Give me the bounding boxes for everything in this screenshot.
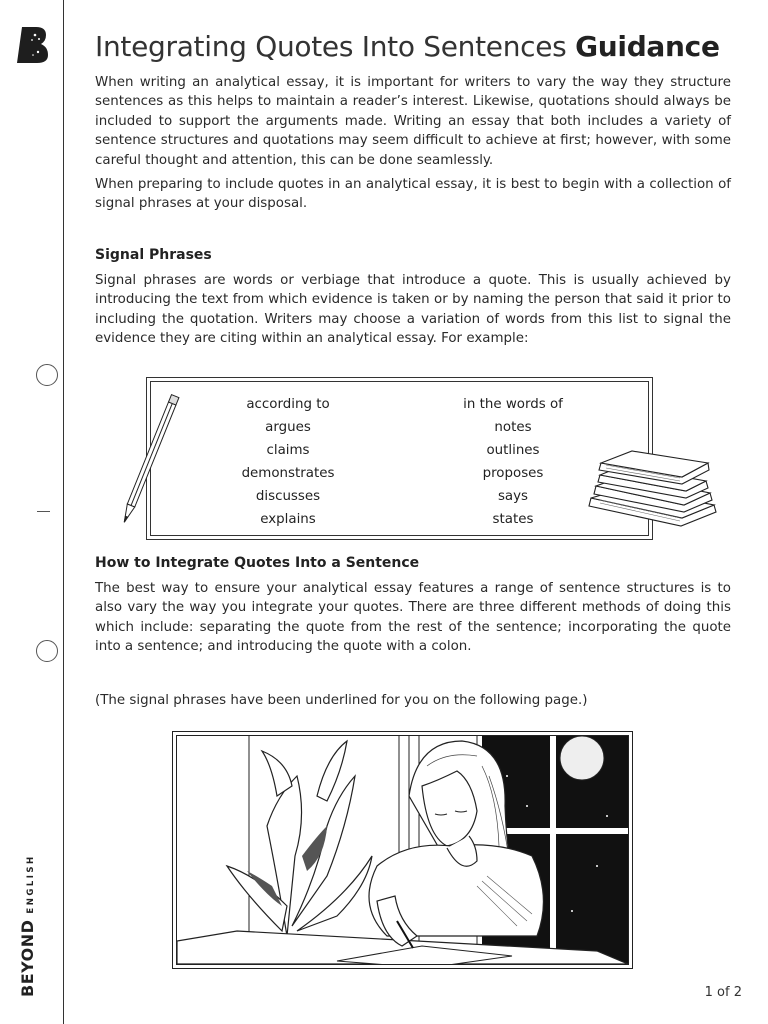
phrase-item: according to	[246, 397, 330, 412]
brand-wordmark	[18, 854, 37, 997]
page-number: 1 of 2	[704, 985, 742, 1000]
signal-phrases-box-inner	[150, 381, 649, 536]
phrase-item: claims	[266, 442, 310, 458]
student-illustration-frame	[172, 731, 633, 969]
integrate-section	[95, 555, 731, 710]
books-illustration	[586, 448, 720, 542]
phrase-item: in the words of	[463, 397, 563, 412]
phrase-item: discusses	[255, 488, 321, 504]
signal-phrases-heading: Signal Phrases	[95, 246, 212, 263]
phrase-item: demonstrates	[241, 465, 335, 481]
phrase-item: proposes	[482, 465, 544, 481]
phrase-item: states	[492, 511, 534, 527]
binder-hole-top	[36, 364, 58, 386]
fold-mark	[37, 511, 50, 512]
integrate-paragraph: The best way to ensure your analytical essay features a range of sentence structures is to also vary the way you integrate your quotes. There are three different methods of doing this which include: separating the quote from the rest of the sentence; incorporating the quote into a sentence; and introducing the quote with a colon.	[95, 581, 731, 655]
phrases-right-column	[433, 394, 593, 531]
intro-paragraph-1: When writing an analytical essay, it is important for writers to vary the way they structure sentences as this helps to maintain a reader’s interest. Likewise, quotations should always be included to support the arguments made. Writing an essay that both includes a variety of sentence structures and quotations may seem difficult to achieve at first; however, with some careful thought and attention, this can be done seamlessly.	[95, 75, 731, 168]
document-body	[95, 30, 731, 348]
brand-main: BEYOND	[18, 919, 37, 997]
pencil-illustration	[114, 386, 184, 536]
integrate-heading: How to Integrate Quotes Into a Sentence	[95, 555, 420, 571]
phrase-item: outlines	[486, 442, 540, 458]
title-bold: Guidance	[575, 30, 720, 63]
margin-line	[63, 0, 64, 1024]
phrase-item: explains	[260, 511, 316, 527]
binder-hole-bottom	[36, 640, 58, 662]
page-title	[95, 30, 731, 63]
phrase-item: notes	[494, 419, 532, 435]
title-main: Integrating Quotes Into Sentences	[95, 30, 567, 63]
brand-sub: ENGLISH	[26, 854, 36, 914]
phrase-item: says	[497, 488, 529, 504]
signal-phrases-paragraph: Signal phrases are words or verbiage that introduce a quote. This is usually achieved by introducing the text from which evidence is taken or by naming the person that said it prior to including the quotation. Writers may choose a variation of words from this list to signal the evidence they are citing within an analytical essay. For example:	[95, 272, 731, 347]
following-page-note: (The signal phrases have been underlined for you on the following page.)	[95, 692, 588, 708]
intro-paragraph-2: When preparing to include quotes in an analytical essay, it is best to begin with a collection of signal phrases at your disposal.	[95, 177, 731, 212]
phrase-item: argues	[265, 419, 311, 435]
signal-phrases-box	[146, 377, 653, 540]
student-illustration	[176, 735, 629, 965]
beyond-logo	[16, 25, 50, 65]
girl-writing-illustration	[177, 736, 628, 964]
phrases-left-column	[208, 394, 368, 531]
